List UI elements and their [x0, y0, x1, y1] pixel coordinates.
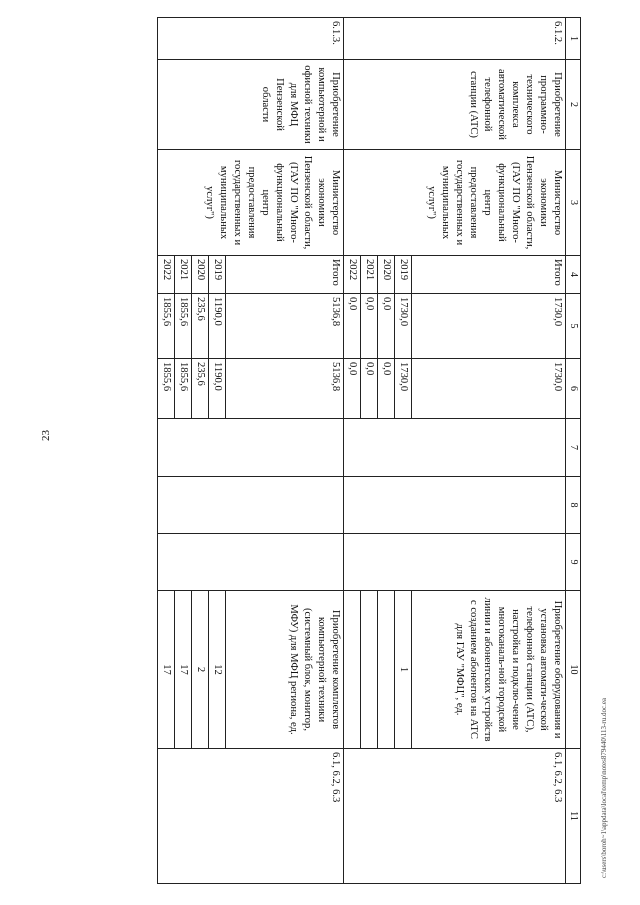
indicator-text: Приобретение комплектов компьютерной техники (системный блок, монитор, МФУ) для МФЦ региона, ед.	[226, 591, 344, 749]
program-table	[157, 17, 581, 884]
year: 2020	[378, 256, 395, 294]
target-links: 6.1, 6.2, 6.3	[158, 749, 344, 884]
measure-name: Приобретение компьютерной и офисной техники для МФЦ Пензенской области	[158, 60, 344, 150]
header-cell: 2	[566, 60, 581, 150]
value-col6: 1855,6	[158, 359, 175, 419]
measure-name: Приобретение программно-технического комплекса автоматической телефонной станции (АТС)	[344, 60, 566, 150]
value-col5: 0,0	[344, 294, 361, 359]
total-label: Итого	[412, 256, 566, 294]
header-cell: 1	[566, 18, 581, 60]
row-number: 6.1.3.	[158, 18, 344, 60]
header-cell: 4	[566, 256, 581, 294]
indicator-value: 17	[175, 591, 192, 749]
row-number: 6.1.2.	[344, 18, 566, 60]
year: 2022	[344, 256, 361, 294]
file-path-footer: c:\users\boroh~1\appdata\local\temp\notes879440\113-ru.doc.ea	[600, 697, 608, 878]
year: 2021	[175, 256, 192, 294]
value-col5: 1190,0	[209, 294, 226, 359]
rotated-page	[111, 17, 581, 883]
total-col6: 1730,0	[412, 359, 566, 419]
value-col5: 0,0	[361, 294, 378, 359]
value-col5: 1855,6	[158, 294, 175, 359]
indicator-value	[361, 591, 378, 749]
header-cell: 7	[566, 419, 581, 477]
empty-cell	[158, 534, 344, 591]
value-col6: 235,6	[192, 359, 209, 419]
header-row	[566, 18, 581, 884]
total-col6: 5136,8	[226, 359, 344, 419]
year: 2020	[192, 256, 209, 294]
value-col5: 1730,0	[395, 294, 412, 359]
value-col6: 0,0	[344, 359, 361, 419]
target-links: 6.1, 6.2, 6.3	[344, 749, 566, 884]
table-row	[412, 18, 566, 884]
year: 2019	[395, 256, 412, 294]
indicator-value: 17	[158, 591, 175, 749]
table-row	[226, 18, 344, 884]
total-label: Итого	[226, 256, 344, 294]
total-col5: 5136,8	[226, 294, 344, 359]
total-col5: 1730,0	[412, 294, 566, 359]
indicator-value	[378, 591, 395, 749]
header-cell: 8	[566, 477, 581, 534]
empty-cell	[344, 534, 566, 591]
header-cell: 5	[566, 294, 581, 359]
page-number: 23	[40, 430, 52, 441]
indicator-text: Приобретение оборудования и установка автомати-ческой телефонной станции (АТС), настройка и подклю-чение многоканаль-ной городской линии и абонентских устройств с созданием абонентов на АТС для ГАУ "МФЦ", ед.	[412, 591, 566, 749]
empty-cell	[158, 477, 344, 534]
header-cell: 3	[566, 150, 581, 256]
empty-cell	[158, 419, 344, 477]
header-cell: 11	[566, 749, 581, 884]
year: 2022	[158, 256, 175, 294]
executor: Министерство экономики Пензенской области, (ГАУ ПО "Много-функциональный центр предоставления государственных и муниципальных услуг")	[158, 150, 344, 256]
header-cell: 10	[566, 591, 581, 749]
value-col6: 0,0	[378, 359, 395, 419]
value-col6: 0,0	[361, 359, 378, 419]
executor: Министерство экономики Пензенской области, (ГАУ ПО "Много-функциональный центр предоставления государственных и муниципальных услуг")	[344, 150, 566, 256]
indicator-value: 12	[209, 591, 226, 749]
value-col6: 1855,6	[175, 359, 192, 419]
indicator-value: 1	[395, 591, 412, 749]
value-col5: 235,6	[192, 294, 209, 359]
empty-cell	[344, 477, 566, 534]
empty-cell	[344, 419, 566, 477]
value-col6: 1190,0	[209, 359, 226, 419]
header-cell: 6	[566, 359, 581, 419]
indicator-value	[344, 591, 361, 749]
year: 2021	[361, 256, 378, 294]
value-col5: 0,0	[378, 294, 395, 359]
header-cell: 9	[566, 534, 581, 591]
value-col5: 1855,6	[175, 294, 192, 359]
indicator-value: 2	[192, 591, 209, 749]
value-col6: 1730,0	[395, 359, 412, 419]
year: 2019	[209, 256, 226, 294]
